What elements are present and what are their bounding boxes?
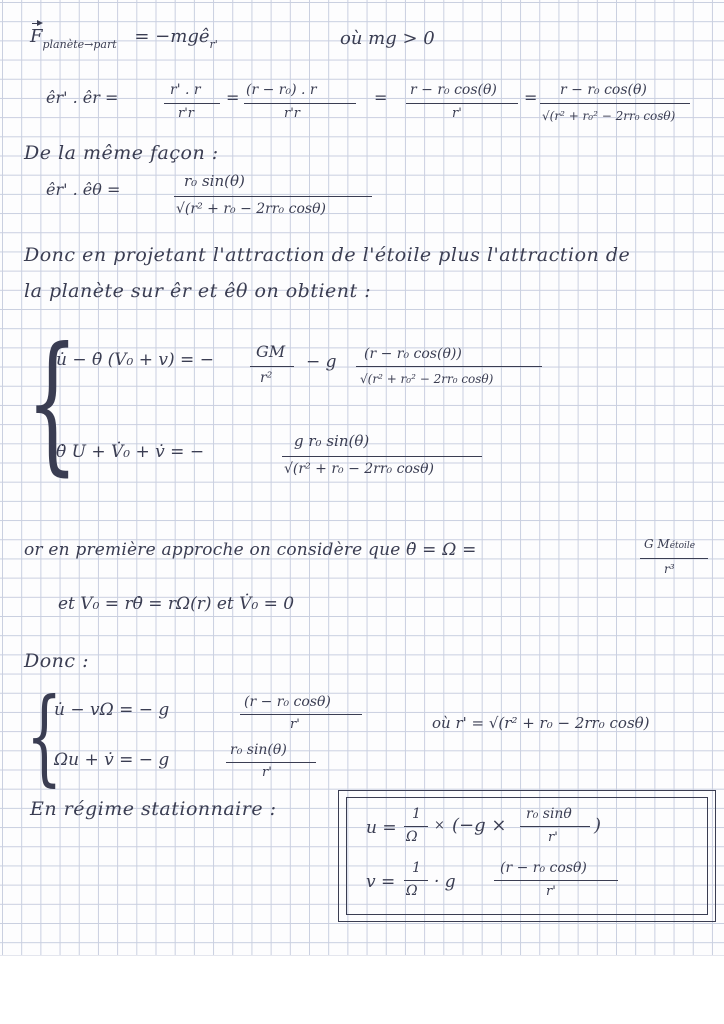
force-subscript: planète→part (42, 38, 117, 51)
u-frac-bar (404, 826, 428, 827)
approx-line: or en première approche on considère que θ̇ = Ω = (24, 540, 477, 560)
frac4-bar (540, 103, 690, 104)
page-bottom-margin (0, 956, 724, 1024)
frac2-bar (244, 103, 356, 104)
frac4-num: r − r₀ cos(θ) (560, 82, 647, 98)
u-lhs: u = (366, 818, 397, 838)
dot-product-lhs: êr' . êr = (46, 88, 119, 107)
paragraph-line-2: la planète sur êr et êθ on obtient : (24, 280, 372, 302)
system1-eq1-lhs: u̇ − θ̇ (V₀ + v) = − (56, 350, 214, 370)
frac1-num: r' . r (170, 82, 201, 98)
dot-product-theta-lhs: êr' . êθ = (46, 180, 121, 199)
frac1-den: r'r (178, 106, 195, 121)
frac4-den: √(r² + r₀² − 2rr₀ cosθ) (542, 109, 676, 123)
v-rhs-num: (r − r₀ cosθ) (500, 860, 587, 876)
v0-line: et V₀ = rθ̇ = rΩ(r) et V̇₀ = 0 (58, 594, 295, 614)
system2-eq2-den: r' (262, 765, 272, 780)
u-frac-num: 1 (412, 806, 421, 822)
frac3-den: r' (452, 106, 462, 121)
system1-eq2-lhs: θ̇ U + V̇₀ + v̇ = − (56, 442, 205, 462)
system1-gm-den: r² (260, 370, 273, 386)
v-frac-num: 1 (412, 860, 421, 876)
force-rhs: = −mgê (134, 26, 210, 47)
system1-eq1-bar (356, 366, 542, 367)
frac3-num: r − r₀ cos(θ) (410, 82, 497, 98)
approx-bar (640, 558, 708, 559)
system1-minus-g: − g (306, 352, 337, 372)
u-rhs-post: ) (594, 815, 602, 836)
paragraph-line-1: Donc en projetant l'attraction de l'étoile plus l'attraction de (24, 244, 631, 266)
u-rhs-bar (520, 826, 590, 827)
system2-eq1-lhs: u̇ − vΩ = − g (54, 700, 170, 720)
frac1-bar (164, 103, 220, 104)
force-expression (30, 26, 218, 51)
system2-eq2-bar (226, 762, 316, 763)
v-dot-g: · g (434, 872, 456, 892)
approx-num-text: G M (644, 537, 670, 551)
v-rhs-den: r' (546, 884, 556, 899)
u-rhs-pre: (−g × (452, 815, 507, 836)
system1-eq1-num: (r − r₀ cos(θ)) (364, 346, 462, 362)
u-frac-den: Ω (406, 829, 418, 845)
u-times: × (434, 818, 445, 833)
system1-gm-num: GM (256, 342, 286, 361)
v-rhs-bar (494, 880, 618, 881)
system1-brace: { (26, 316, 79, 490)
u-rhs-den: r' (548, 830, 558, 845)
eq1: = (226, 88, 240, 107)
system2-eq1-den: r' (290, 717, 300, 732)
system1-eq2-num: g r₀ sin(θ) (294, 432, 370, 450)
frac2-num: (r − r₀) . r (246, 82, 317, 98)
system2-brace: { (26, 675, 63, 797)
theta-num: r₀ sin(θ) (184, 172, 245, 190)
system1-eq2-den: √(r² + r₀ − 2rr₀ cosθ) (284, 461, 434, 477)
system2-eq2-lhs: Ωu + v̇ = − g (54, 750, 170, 770)
system2-eq1-bar (240, 714, 362, 715)
approx-num-sub: étoile (669, 541, 696, 551)
eq2: = (374, 88, 388, 107)
force-condition: où mg > 0 (340, 28, 435, 49)
eq3: = (524, 88, 538, 107)
system1-eq2-bar (282, 456, 482, 457)
system2-eq2-num: r₀ sin(θ) (230, 742, 287, 758)
frac3-bar (406, 103, 518, 104)
force-rhs-sub: r' (209, 38, 218, 51)
same-way-text: De la même façon : (24, 142, 219, 164)
v-frac-den: Ω (406, 883, 418, 899)
donc-text: Donc : (24, 650, 89, 672)
force-label: F (30, 26, 43, 47)
system2-eq1-num: (r − r₀ cosθ) (244, 694, 331, 710)
frac2-den: r'r (284, 106, 301, 121)
approx-num (644, 537, 695, 551)
v-frac-bar (404, 880, 428, 881)
approx-den: r³ (664, 562, 675, 576)
theta-bar (174, 196, 372, 197)
theta-den: √(r² + r₀ − 2rr₀ cosθ) (176, 201, 326, 217)
v-lhs: v = (366, 872, 396, 892)
u-rhs-num: r₀ sinθ (526, 806, 572, 822)
system1-eq1-den: √(r² + r₀² − 2rr₀ cosθ) (360, 372, 494, 386)
system2-where: où r' = √(r² + r₀ − 2rr₀ cosθ) (432, 714, 650, 732)
system1-gm-bar (250, 366, 294, 367)
regime-text: En régime stationnaire : (30, 798, 277, 820)
